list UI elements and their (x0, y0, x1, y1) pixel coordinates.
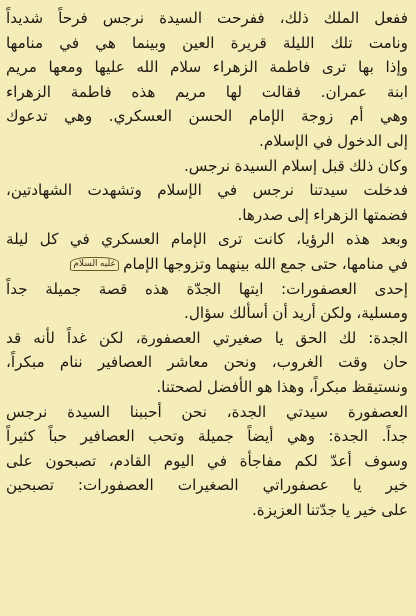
text-line: حان وقت الغروب، ونحن معاشر العصافير ننام مبكراً، (6, 353, 408, 372)
story-paragraph-6 (6, 326, 408, 400)
text-line: وسوف أعدّ لكم مفاجأة في اليوم القادم، تصبحون على (6, 451, 408, 470)
story-paragraph-2 (6, 154, 408, 179)
text-line-with-honorific (6, 80, 408, 105)
text-line: وإذا بها ترى فاطمة الزهراء سلام الله عليها ومعها مريم (6, 58, 408, 77)
text-line: فضمتها الزهراء إلى صدرها. (237, 205, 408, 224)
story-paragraph-1 (6, 6, 408, 154)
text-line-with-honorific (6, 104, 408, 129)
text-line: في منامها، حتى جمع الله بينهما وتزوجها الإمام (123, 254, 408, 273)
text-line: إحدى العصفورات: ايتها الجدّة هذه قصة جميلة جداً (6, 279, 408, 298)
story-paragraph-7 (6, 400, 408, 523)
text-line: ابنة عمران. فقالت لها مريم هذه فاطمة الزهراء (6, 82, 408, 101)
story-paragraph-3 (6, 178, 408, 227)
text-line-with-honorific (6, 252, 408, 277)
text-line: الجدة: لك الحق يا صغيرتي العصفورة، لكن غداً لأنه قد (6, 328, 408, 347)
text-line: خير يا عصفوراتي الصغيرات العصفورات: تصبحين (6, 476, 408, 495)
text-line: وهي أم زوجة الإمام الحسن العسكري. وهي تدعوك (6, 107, 408, 126)
text-line: وكان ذلك قبل إسلام السيدة نرجس. (183, 156, 408, 175)
text-line: ونامت تلك الليلة قريرة العين وبينما هي في منامها (6, 33, 408, 52)
text-line: ونستيقظ مبكراً، وهذا هو الأفضل لصحتنا. (156, 377, 408, 396)
text-line: ففعل الملك ذلك، ففرحت السيدة نرجس فرحاً شديداً (6, 9, 408, 27)
story-paragraph-5 (6, 277, 408, 326)
text-line: وبعد هذه الرؤيا، كانت ترى الإمام العسكري في كل ليلة (6, 230, 408, 249)
text-line: جداً. الجدة: وهي أيضاً جميلة وتحب العصافير حباً كثيراً (6, 427, 408, 446)
story-paragraph-4 (6, 227, 408, 276)
honorific-seal-icon: عليه السلام (70, 257, 118, 271)
text-line: العصفورة سيدتي الجدة، نحن أحببنا السيدة نرجس (6, 402, 408, 421)
text-line: فدخلت سيدتنا نرجس في الإسلام وتشهدت الشهادتين، (6, 181, 408, 200)
text-line: إلى الدخول في الإسلام. (259, 131, 408, 150)
text-line: على خير يا جدّتنا العزيزة. (251, 500, 408, 519)
text-line: ومسلية، ولكن أريد أن أسألك سؤال. (184, 304, 408, 323)
